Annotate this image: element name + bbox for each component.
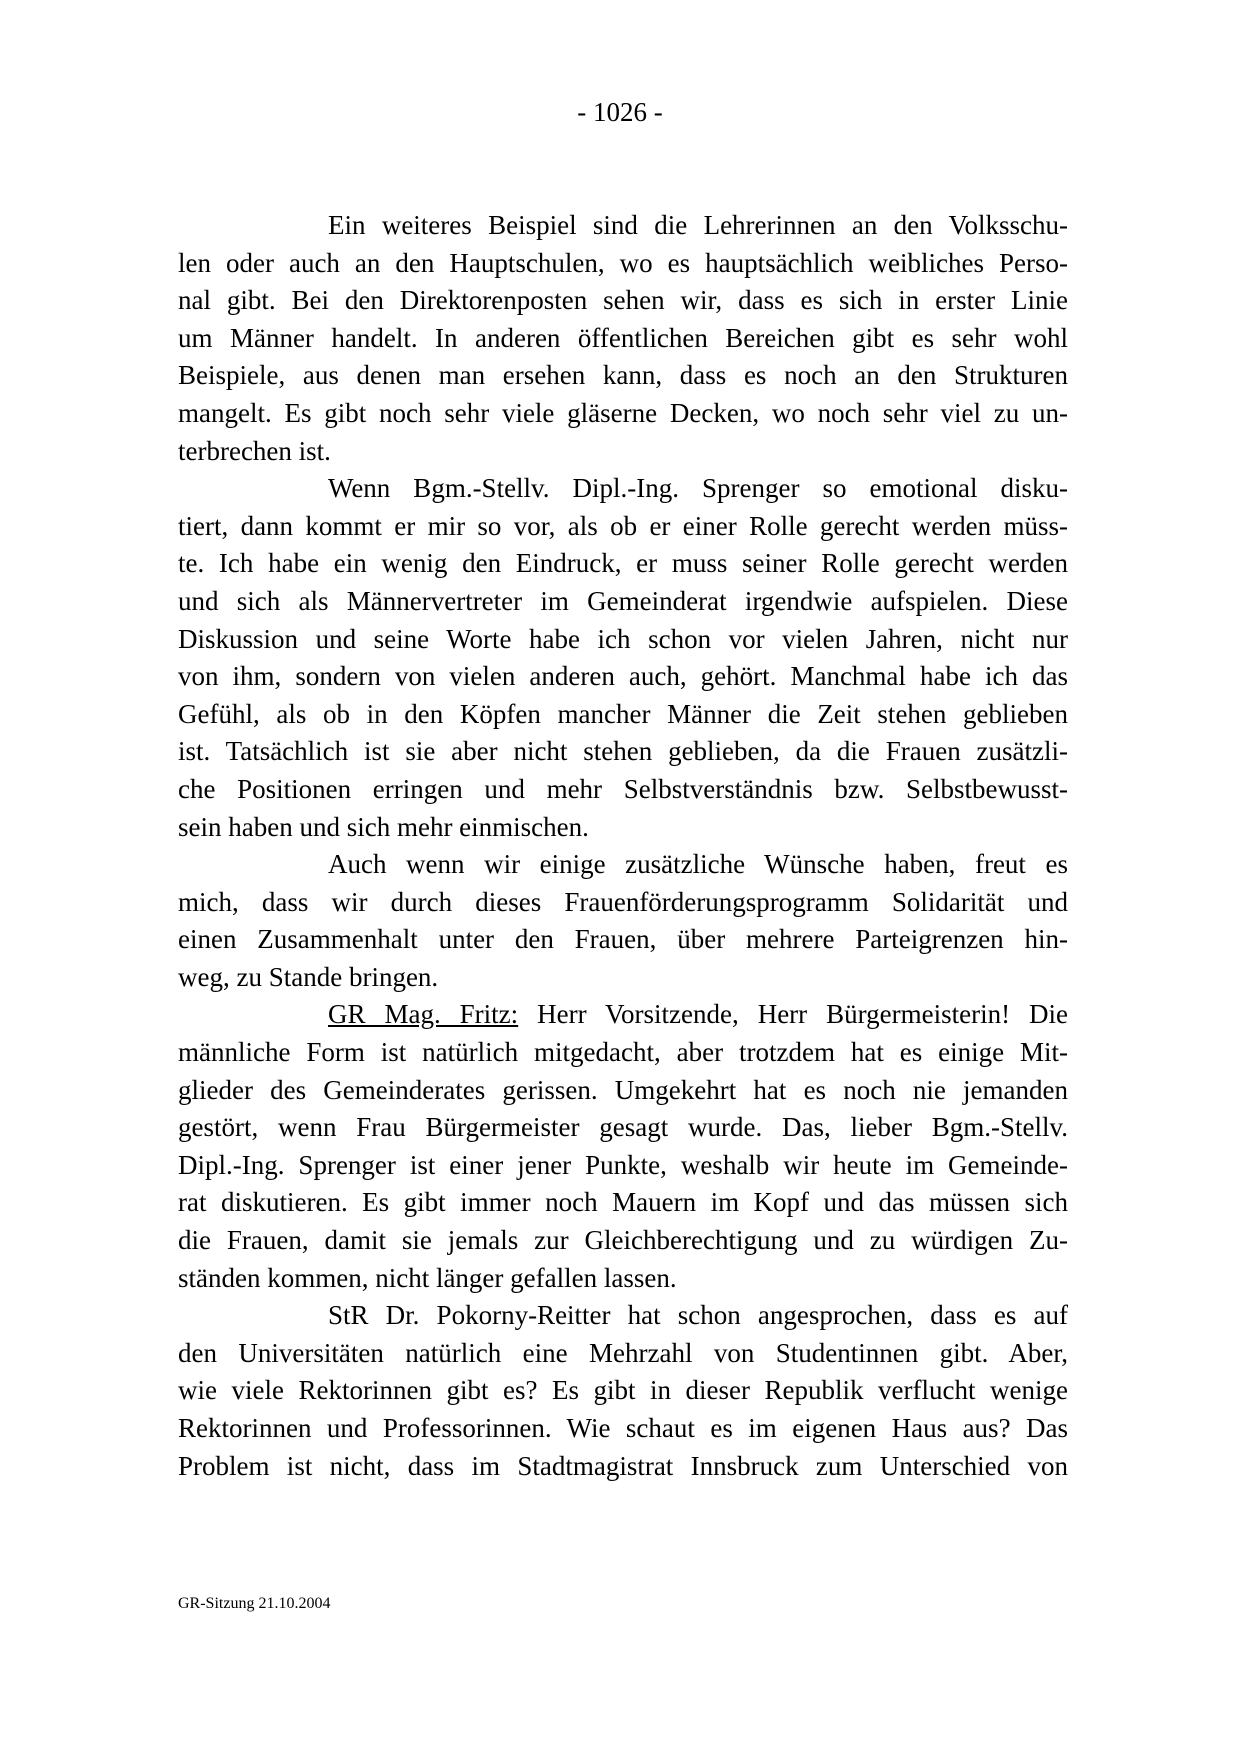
text-line: rat diskutieren. Es gibt immer noch Mauern im Kopf und das müssen sich [178, 1187, 1068, 1218]
text-line: gestört, wenn Frau Bürgermeister gesagt wurde. Das, lieber Bgm.-Stellv. [178, 1112, 1068, 1143]
speaker-name: GR Mag. Fritz: [328, 999, 519, 1030]
text-line: Ein weiteres Beispiel sind die Lehrerinnen an den Volksschu- [328, 210, 1068, 240]
text-line: StR Dr. Pokorny-Reitter hat schon angesprochen, dass es auf [328, 1300, 1068, 1331]
text-line: Problem ist nicht, dass im Stadtmagistrat Innsbruck zum Unterschied von [178, 1450, 1068, 1481]
text-line: terbrechen ist. [178, 435, 331, 466]
page-number: - 1026 - [577, 97, 663, 127]
text-line: Beispiele, aus denen man ersehen kann, dass es noch an den Strukturen [178, 360, 1068, 391]
text-line: Dipl.-Ing. Sprenger ist einer jener Punkte, weshalb wir heute im Gemeinde- [178, 1149, 1068, 1180]
text-line: und sich als Männervertreter im Gemeinderat irgendwie aufspielen. Diese [178, 585, 1068, 616]
text-line: Gefühl, als ob in den Köpfen mancher Männer die Zeit stehen geblieben [178, 698, 1068, 729]
text-line: Auch wenn wir einige zusätzliche Wünsche haben, freut es [328, 849, 1068, 880]
text-line: ständen kommen, nicht länger gefallen lassen. [178, 1262, 677, 1293]
paragraph [178, 996, 1068, 1297]
document-body [178, 207, 1068, 1485]
text-line: einen Zusammenhalt unter den Frauen, über mehrere Parteigrenzen hin- [178, 924, 1068, 955]
text-line-rest: Herr Vorsitzende, Herr Bürgermeisterin! Die [518, 999, 1068, 1030]
text-line [178, 996, 1068, 1034]
paragraph [178, 1297, 1068, 1485]
text-line: den Universitäten natürlich eine Mehrzahl von Studentinnen gibt. Aber, [178, 1337, 1068, 1368]
text-line: te. Ich habe ein wenig den Eindruck, er muss seiner Rolle gerecht werden [178, 548, 1068, 579]
text-line: che Positionen erringen und mehr Selbstverständnis bzw. Selbstbewusst- [178, 773, 1068, 804]
paragraph [178, 470, 1068, 846]
text-line: wie viele Rektorinnen gibt es? Es gibt in dieser Republik verflucht wenige [178, 1375, 1068, 1406]
text-line: die Frauen, damit sie jemals zur Gleichberechtigung und zu würdigen Zu- [178, 1225, 1068, 1256]
text-line: Rektorinnen und Professorinnen. Wie schaut es im eigenen Haus aus? Das [178, 1413, 1068, 1443]
text-line: um Männer handelt. In anderen öffentlichen Bereichen gibt es sehr wohl [178, 322, 1068, 353]
page-footer: GR-Sitzung 21.10.2004 [178, 1595, 331, 1612]
text-line: von ihm, sondern von vielen anderen auch, gehört. Manchmal habe ich das [178, 661, 1068, 692]
text-line: mich, dass wir durch dieses Frauenförderungsprogramm Solidarität und [178, 886, 1068, 917]
text-line: männliche Form ist natürlich mitgedacht, aber trotzdem hat es einige Mit- [178, 1037, 1068, 1068]
paragraph [178, 207, 1068, 470]
text-line: weg, zu Stande bringen. [178, 961, 439, 992]
text-line: sein haben und sich mehr einmischen. [178, 811, 589, 842]
text-line: ist. Tatsächlich ist sie aber nicht stehen geblieben, da die Frauen zusätzli- [178, 736, 1068, 767]
text-line: nal gibt. Bei den Direktorenposten sehen wir, dass es sich in erster Linie [178, 285, 1068, 316]
text-line: Wenn Bgm.-Stellv. Dipl.-Ing. Sprenger so emotional disku- [328, 473, 1068, 504]
text-line: glieder des Gemeinderates gerissen. Umgekehrt hat es noch nie jemanden [178, 1074, 1068, 1105]
text-line: mangelt. Es gibt noch sehr viele gläserne Decken, wo noch sehr viel zu un- [178, 397, 1068, 428]
text-line: len oder auch an den Hauptschulen, wo es hauptsächlich weibliches Perso- [178, 247, 1068, 278]
text-line: Diskussion und seine Worte habe ich schon vor vielen Jahren, nicht nur [178, 623, 1068, 654]
text-line: tiert, dann kommt er mir so vor, als ob er einer Rolle gerecht werden müss- [178, 510, 1068, 541]
paragraph [178, 846, 1068, 996]
